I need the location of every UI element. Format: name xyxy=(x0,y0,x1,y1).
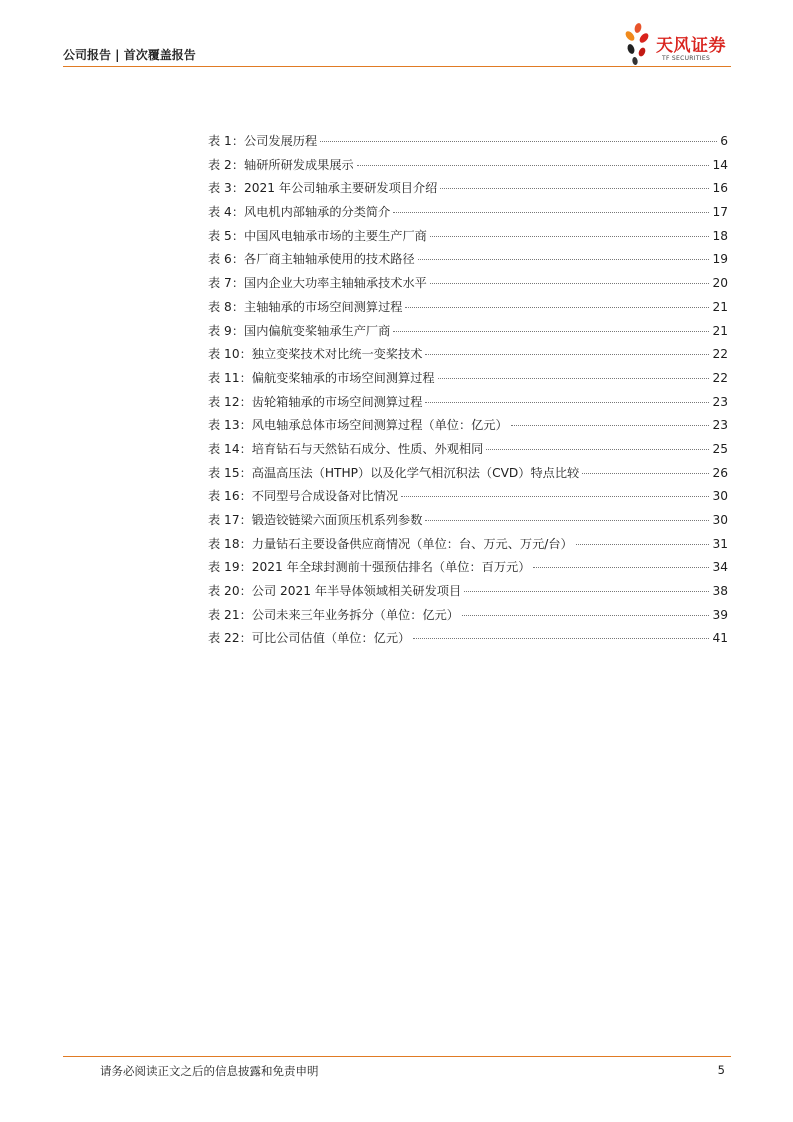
toc-entry-page: 16 xyxy=(712,181,728,196)
footer-divider xyxy=(63,1056,731,1057)
toc-entry-page: 6 xyxy=(720,134,728,148)
toc-entry-label: 表 21：公司未来三年业务拆分（单位：亿元） xyxy=(208,607,459,622)
toc-dot-leader xyxy=(464,590,709,592)
toc-entry[interactable] xyxy=(208,558,728,582)
page-number: 5 xyxy=(717,1063,725,1077)
toc-entry-page: 30 xyxy=(712,489,728,504)
toc-entry-page: 41 xyxy=(712,631,728,646)
toc-entry[interactable] xyxy=(208,487,728,511)
toc-entry-label: 表 2：轴研所研发成果展示 xyxy=(208,157,354,172)
toc-entry[interactable] xyxy=(208,227,728,251)
toc-entry[interactable] xyxy=(208,345,728,369)
toc-entry-label: 表 18：力量钻石主要设备供应商情况（单位：台、万元、万元/台） xyxy=(208,536,573,551)
toc-entry[interactable] xyxy=(208,606,728,630)
toc-entry-page: 31 xyxy=(712,536,728,551)
toc-entry-label: 表 17：锻造铰链梁六面顶压机系列参数 xyxy=(208,513,423,527)
toc-dot-leader xyxy=(533,566,709,568)
toc-entry-page: 19 xyxy=(712,252,728,267)
toc-entry-page: 21 xyxy=(712,299,728,314)
logo-petals-icon xyxy=(622,22,652,66)
toc-entry[interactable] xyxy=(208,511,728,535)
toc-entry-label: 表 19：2021 年全球封测前十强预估排名（单位：百万元） xyxy=(208,560,531,575)
toc-entry-page: 38 xyxy=(712,584,728,599)
table-of-contents xyxy=(208,132,728,653)
toc-entry-page: 25 xyxy=(712,441,728,456)
toc-dot-leader xyxy=(405,306,709,308)
toc-entry[interactable] xyxy=(208,203,728,227)
toc-dot-leader xyxy=(425,401,709,403)
toc-entry-label: 表 14：培育钻石与天然钻石成分、性质、外观相同 xyxy=(208,441,484,456)
toc-dot-leader xyxy=(393,211,709,213)
toc-dot-leader xyxy=(320,140,717,142)
toc-dot-leader xyxy=(425,519,709,521)
toc-entry-label: 表 8：主轴轴承的市场空间测算过程 xyxy=(208,299,403,314)
toc-entry-label: 表 5：中国风电轴承市场的主要生产厂商 xyxy=(208,228,427,243)
toc-entry[interactable] xyxy=(208,132,728,156)
toc-entry-label: 表 10：独立变桨技术对比统一变桨技术 xyxy=(208,347,423,362)
toc-entry[interactable] xyxy=(208,179,728,203)
toc-entry-page: 21 xyxy=(712,323,728,338)
toc-entry-label: 表 15：高温高压法（HTHP）以及化学气相沉积法（CVD）特点比较 xyxy=(208,465,580,480)
toc-dot-leader xyxy=(425,353,709,355)
toc-entry-label: 表 22：可比公司估值（单位：亿元） xyxy=(208,631,411,646)
toc-entry-label: 表 3：2021 年公司轴承主要研发项目介绍 xyxy=(208,181,438,196)
toc-entry[interactable] xyxy=(208,274,728,298)
toc-entry-page: 23 xyxy=(712,394,728,409)
toc-dot-leader xyxy=(438,377,710,379)
toc-entry-label: 表 4：风电机内部轴承的分类简介 xyxy=(208,205,391,220)
toc-dot-leader xyxy=(511,424,710,426)
toc-dot-leader xyxy=(430,282,710,284)
toc-entry-label: 表 9：国内偏航变桨轴承生产厂商 xyxy=(208,323,391,338)
toc-entry[interactable] xyxy=(208,582,728,606)
toc-entry[interactable] xyxy=(208,440,728,464)
toc-entry-page: 14 xyxy=(712,157,728,172)
toc-entry-label: 表 12：齿轮箱轴承的市场空间测算过程 xyxy=(208,394,423,409)
toc-entry[interactable] xyxy=(208,416,728,440)
toc-entry-page: 17 xyxy=(712,205,728,220)
toc-dot-leader xyxy=(430,235,710,237)
toc-entry-page: 22 xyxy=(712,347,728,362)
toc-dot-leader xyxy=(582,472,709,474)
toc-entry[interactable] xyxy=(208,393,728,417)
toc-entry[interactable] xyxy=(208,156,728,180)
toc-entry-page: 39 xyxy=(712,607,728,622)
toc-dot-leader xyxy=(440,187,709,189)
company-logo xyxy=(622,22,737,72)
toc-entry-page: 30 xyxy=(712,513,728,527)
footer-disclaimer: 请务必阅读正文之后的信息披露和免责申明 xyxy=(100,1064,319,1078)
toc-dot-leader xyxy=(418,258,710,260)
toc-entry[interactable] xyxy=(208,629,728,653)
logo-name-en: TF SECURITIES xyxy=(662,55,711,62)
toc-entry[interactable] xyxy=(208,464,728,488)
toc-entry-page: 20 xyxy=(712,276,728,291)
toc-entry[interactable] xyxy=(208,369,728,393)
toc-entry-page: 23 xyxy=(712,418,728,433)
toc-dot-leader xyxy=(401,495,709,497)
toc-entry-page: 22 xyxy=(712,370,728,385)
toc-dot-leader xyxy=(357,164,710,166)
toc-dot-leader xyxy=(413,637,709,639)
toc-entry[interactable] xyxy=(208,322,728,346)
toc-entry-page: 26 xyxy=(712,465,728,480)
toc-entry[interactable] xyxy=(208,298,728,322)
toc-entry-page: 18 xyxy=(712,228,728,243)
toc-entry-label: 表 11：偏航变桨轴承的市场空间测算过程 xyxy=(208,370,435,385)
toc-dot-leader xyxy=(576,543,710,545)
toc-entry-label: 表 7：国内企业大功率主轴轴承技术水平 xyxy=(208,276,427,291)
toc-entry-page: 34 xyxy=(712,560,728,575)
toc-entry[interactable] xyxy=(208,535,728,559)
toc-dot-leader xyxy=(462,614,710,616)
toc-entry-label: 表 16：不同型号合成设备对比情况 xyxy=(208,489,399,504)
toc-entry-label: 表 13：风电轴承总体市场空间测算过程（单位：亿元） xyxy=(208,418,508,433)
header-title: 公司报告 | 首次覆盖报告 xyxy=(63,48,196,62)
header-divider xyxy=(63,66,731,67)
toc-dot-leader xyxy=(486,448,709,450)
toc-entry-label: 表 20：公司 2021 年半导体领域相关研发项目 xyxy=(208,584,462,599)
toc-dot-leader xyxy=(393,330,709,332)
toc-entry[interactable] xyxy=(208,250,728,274)
toc-entry-label: 表 6：各厂商主轴轴承使用的技术路径 xyxy=(208,252,415,267)
toc-entry-label: 表 1：公司发展历程 xyxy=(208,134,318,148)
logo-name-cn: 天风证券 xyxy=(656,36,726,56)
